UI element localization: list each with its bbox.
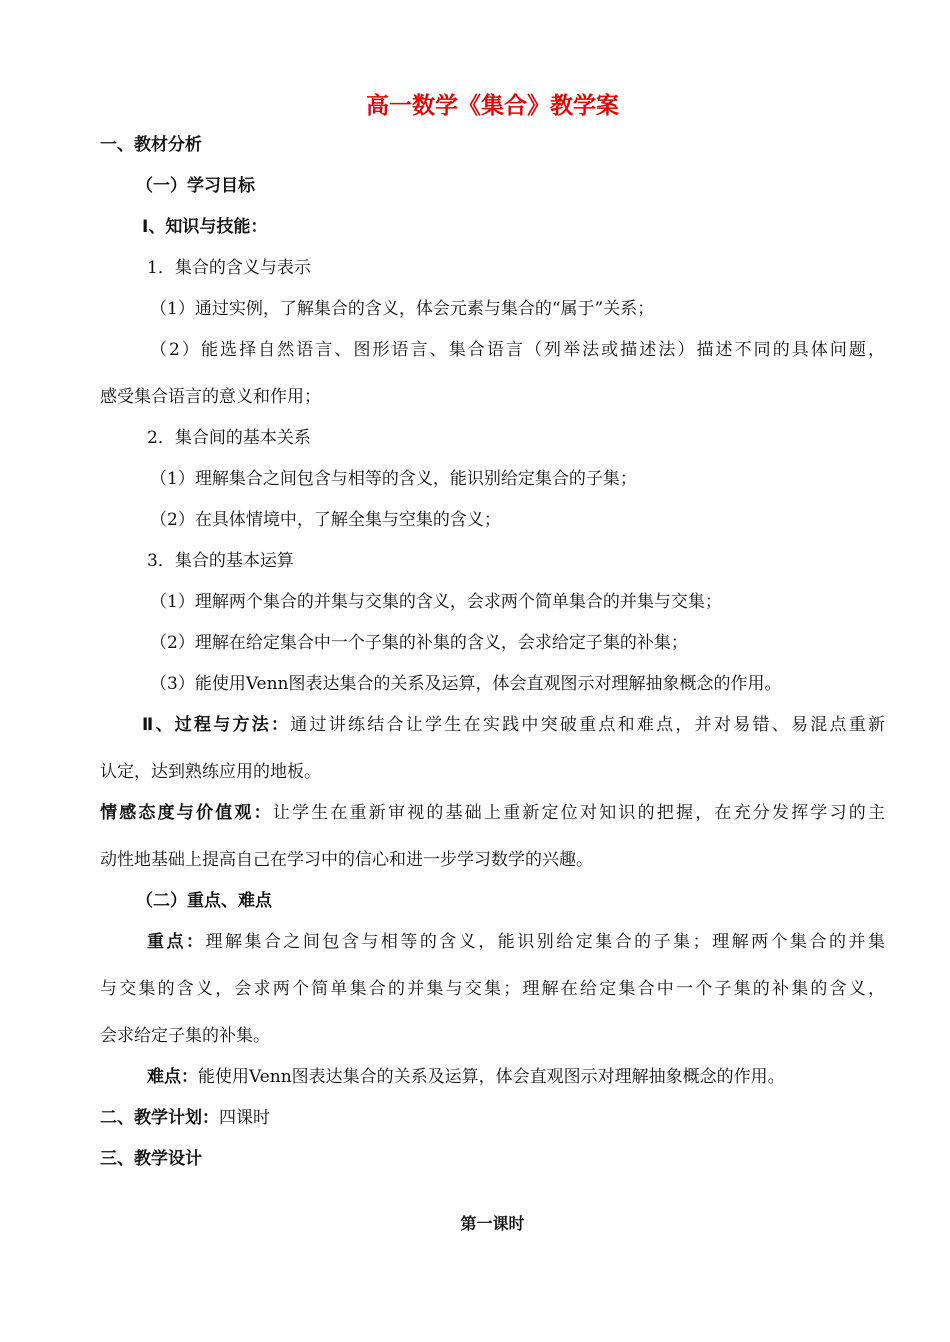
process-method-continuation: 认定，达到熟练应用的地板。 (100, 762, 321, 782)
emotion-values-label: 情感态度与价值观： (100, 803, 273, 823)
difficulty-text: 能使用Venn图表达集合的关系及运算，体会直观图示对理解抽象概念的作用。 (198, 1067, 785, 1087)
teaching-plan-label: 二、教学计划： (100, 1108, 219, 1128)
item-heading-set-operations: 3．集合的基本运算 (147, 551, 294, 571)
emotion-values-paragraph (100, 802, 885, 824)
subsection-heading-learning-goals: （一）学习目标 (136, 176, 255, 196)
list-item: （2）理解在给定集合中一个子集的补集的含义，会求给定子集的补集； (150, 633, 688, 653)
document-title: 高一数学《集合》教学案 (366, 93, 619, 119)
section-heading-teaching-design: 三、教学设计 (100, 1149, 202, 1169)
list-item-continuation: 感受集合语言的意义和作用； (100, 387, 321, 407)
lesson-heading: 第一课时 (460, 1214, 525, 1233)
teaching-plan-text: 四课时 (219, 1108, 270, 1128)
key-points-continuation: 会求给定子集的补集。 (100, 1026, 270, 1046)
difficulty-label: 难点： (147, 1067, 198, 1087)
knowledge-skills-heading: Ⅰ、知识与技能： (142, 217, 268, 237)
list-item: （1）通过实例，了解集合的含义，体会元素与集合的“属于”关系； (150, 299, 655, 319)
list-item: （1）理解两个集合的并集与交集的含义，会求两个简单集合的并集与交集； (150, 592, 722, 612)
list-item: （1）理解集合之间包含与相等的含义，能识别给定集合的子集； (150, 469, 637, 489)
subsection-heading-key-points: （二）重点、难点 (136, 891, 272, 911)
emotion-values-continuation: 动性地基础上提高自己在学习中的信心和进一步学习数学的兴趣。 (100, 850, 593, 870)
emotion-values-text: 让学生在重新审视的基础上重新定位对知识的把握，在充分发挥学习的主 (272, 803, 886, 823)
list-item: （3）能使用Venn图表达集合的关系及运算，体会直观图示对理解抽象概念的作用。 (150, 674, 782, 694)
list-item: （2）能选择自然语言、图形语言、集合语言（列举法或描述法）描述不同的具体问题， (150, 340, 885, 360)
key-points-paragraph (147, 931, 885, 953)
list-item: （2）在具体情境中，了解全集与空集的含义； (150, 510, 501, 530)
section-heading-textbook-analysis: 一、教材分析 (100, 135, 202, 155)
process-method-label: Ⅱ、过程与方法： (142, 715, 291, 735)
key-points-text: 理解集合之间包含与相等的含义，能识别给定集合的子集；理解两个集合的并集 (205, 932, 886, 952)
process-method-text: 通过讲练结合让学生在实践中突破重点和难点，并对易错、易混点重新 (290, 715, 885, 735)
process-method-paragraph (142, 714, 885, 736)
key-points-continuation: 与交集的含义，会求两个简单集合的并集与交集；理解在给定集合中一个子集的补集的含义， (100, 979, 885, 999)
difficulty-paragraph (147, 1066, 785, 1088)
item-heading-set-meaning: 1．集合的含义与表示 (147, 258, 311, 278)
teaching-plan-line (100, 1107, 270, 1129)
item-heading-set-relations: 2．集合间的基本关系 (147, 428, 311, 448)
key-points-label: 重点： (147, 932, 206, 952)
